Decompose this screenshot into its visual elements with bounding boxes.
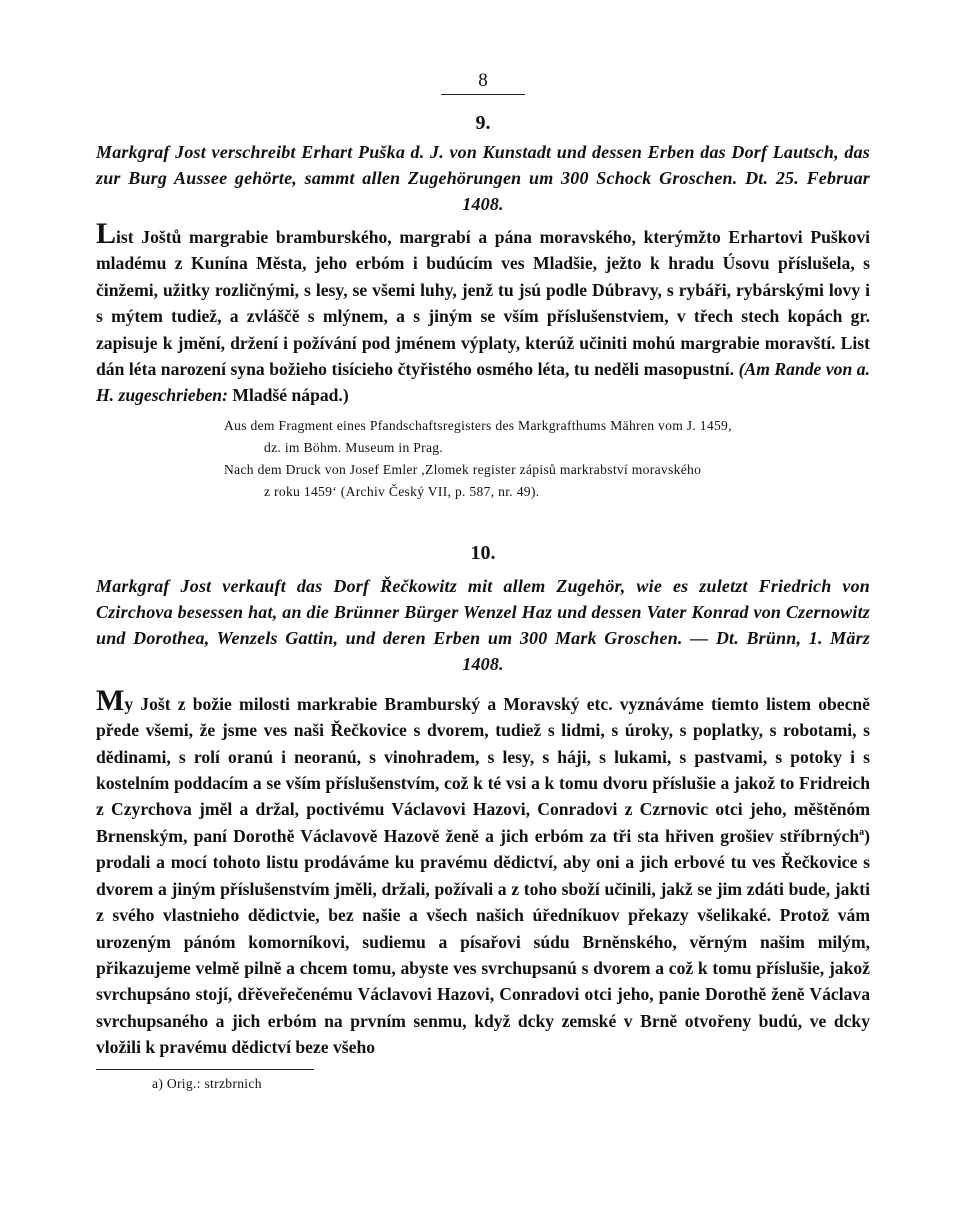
- charter-text-10-part2: ) prodali a mocí tohoto listu prodáváme ku pravému dědictví, aby oni a jich erbové tu ves Řečkovice s dvorem a jiným příslušenstvím jměli, držali, požívali a z toho sboží učinili, jakž se jim zdáti bude, jakti z svého vlastnieho dědictvie, bez našie a všech našich úředníkuov překazy všelikaké. Protož vám urozeným pánóm komorníkovi, sudiemu a písařovi súdu Brněnského, věrným našim milým, přikazujeme velmě pilně a chcem tomu, abyste ves svrchupsanú s dvorem a což k tomu příslušie, jakož svrchupsáno stojí, dřěveřečenému Václavovi Hazovi, Conradovi otci jeho, panie Dorothě ženě Václava svrchupsaného a jich erbóm na prvním senmu, když dcky zemské v Brně otvořeny budú, ve dcky vložili k pravému dědictví beze všeho: [96, 825, 870, 1058]
- page-number-rule: [441, 94, 525, 95]
- margin-note-9-tail: Mladšé nápad.): [232, 385, 349, 406]
- source-entry: [224, 459, 870, 503]
- sources-9: [224, 415, 870, 503]
- charter-text-10: [96, 683, 870, 1061]
- charter-text-9-body: ist Joštů margrabie bramburského, margrabí a pána moravského, kterýmžto Erhartovi Puškovi mladému z Kunína Města, jeho erbóm i budúcím ves Mladšie, ježto k hradu Úsovu příslušela, s činžemi, užitky rozličnými, s lesy, se všemi luhy, jenž tu jsú podle Dúbravy, s rybáři, rybárskými lovy i s mýtem tudiež, a zvláščě s mlýnem, a s jiným se vším příslušenstviem, v třech stech kopách gr. zapisuje k jmění, držení i požívání pod jménem výplaty, kterúž učiniti mohú margrabie moravští. List dán léta narození syna božieho tisícieho čtyřistého osmého léta, tu neděli masopustní.: [96, 227, 870, 380]
- regest-10: Markgraf Jost verkauft das Dorf Řečkowitz mit allem Zugehör, wie es zuletzt Friedrich von Czirchova besessen hat, an die Brünner Bürger Wenzel Haz und dessen Vater Konrad von Czernowitz und Dorothea, Wenzels Gattin, und deren Erben um 300 Mark Groschen. — Dt. Brünn, 1. März 1408.: [96, 575, 870, 674]
- document-number-10: 10.: [470, 541, 496, 564]
- page-number: 8: [478, 70, 488, 91]
- document-number-9: 9.: [475, 112, 491, 134]
- charter-text-10-part1: y Jošt z božie milosti markrabie Bramburský a Moravský etc. vyznáváme tiemto listem obecně přede všemi, že jsme ves naši Řečkovice s dvorem, tudiež s lidmi, s úroky, s poplatky, s robotami, s dědinami, s rolí oranú i neoranú, s vinohradem, s lesy, s háji, s lukami, s pastvami, s potoky i s kostelním poddacím a se vším příslušenstvím, což k té vsi a k tomu dvoru příslušie a jakož to Fridreich z Czyrchova jměl a držal, poctivému Václavovi Hazovi, Conradovi z Czrnovic otci jeho, měštěnóm Brnenským, paní Dorothě Václavově Hazově ženě a jich erbóm za tři sta hřiven grošiev stříbrných: [96, 693, 870, 846]
- source-line: z roku 1459‘ (Archiv Český VII, p. 587, nr. 49).: [264, 483, 540, 499]
- initial-letter-L: L: [96, 217, 117, 250]
- regest-9: Markgraf Jost verschreibt Erhart Puška d. J. von Kunstadt und dessen Erben das Dorf Lautsch, das zur Burg Aussee gehörte, sammt allen Zugehörungen um 300 Schock Groschen. Dt. 25. Februar 1408.: [96, 142, 870, 214]
- source-line: Aus dem Fragment eines Pfandschaftsregisters des Markgrafthums Mähren vom J. 1459,: [224, 417, 732, 433]
- footnote-mark: a: [859, 827, 865, 839]
- initial-letter-M: M: [96, 683, 125, 717]
- footnote: a) Orig.: strzbrnich: [152, 1075, 262, 1091]
- source-line: dz. im Böhm. Museum in Prag.: [264, 439, 444, 455]
- charter-text-9: [96, 217, 871, 409]
- footnote-rule: [96, 1069, 314, 1070]
- source-line: Nach dem Druck von Josef Emler ,Zlomek register zápisů markrabství moravského: [224, 461, 702, 477]
- document-page: [96, 70, 870, 1094]
- source-entry: [224, 415, 870, 459]
- margin-note-9: (Am Rande von a. H. zugeschrieben:: [96, 359, 871, 406]
